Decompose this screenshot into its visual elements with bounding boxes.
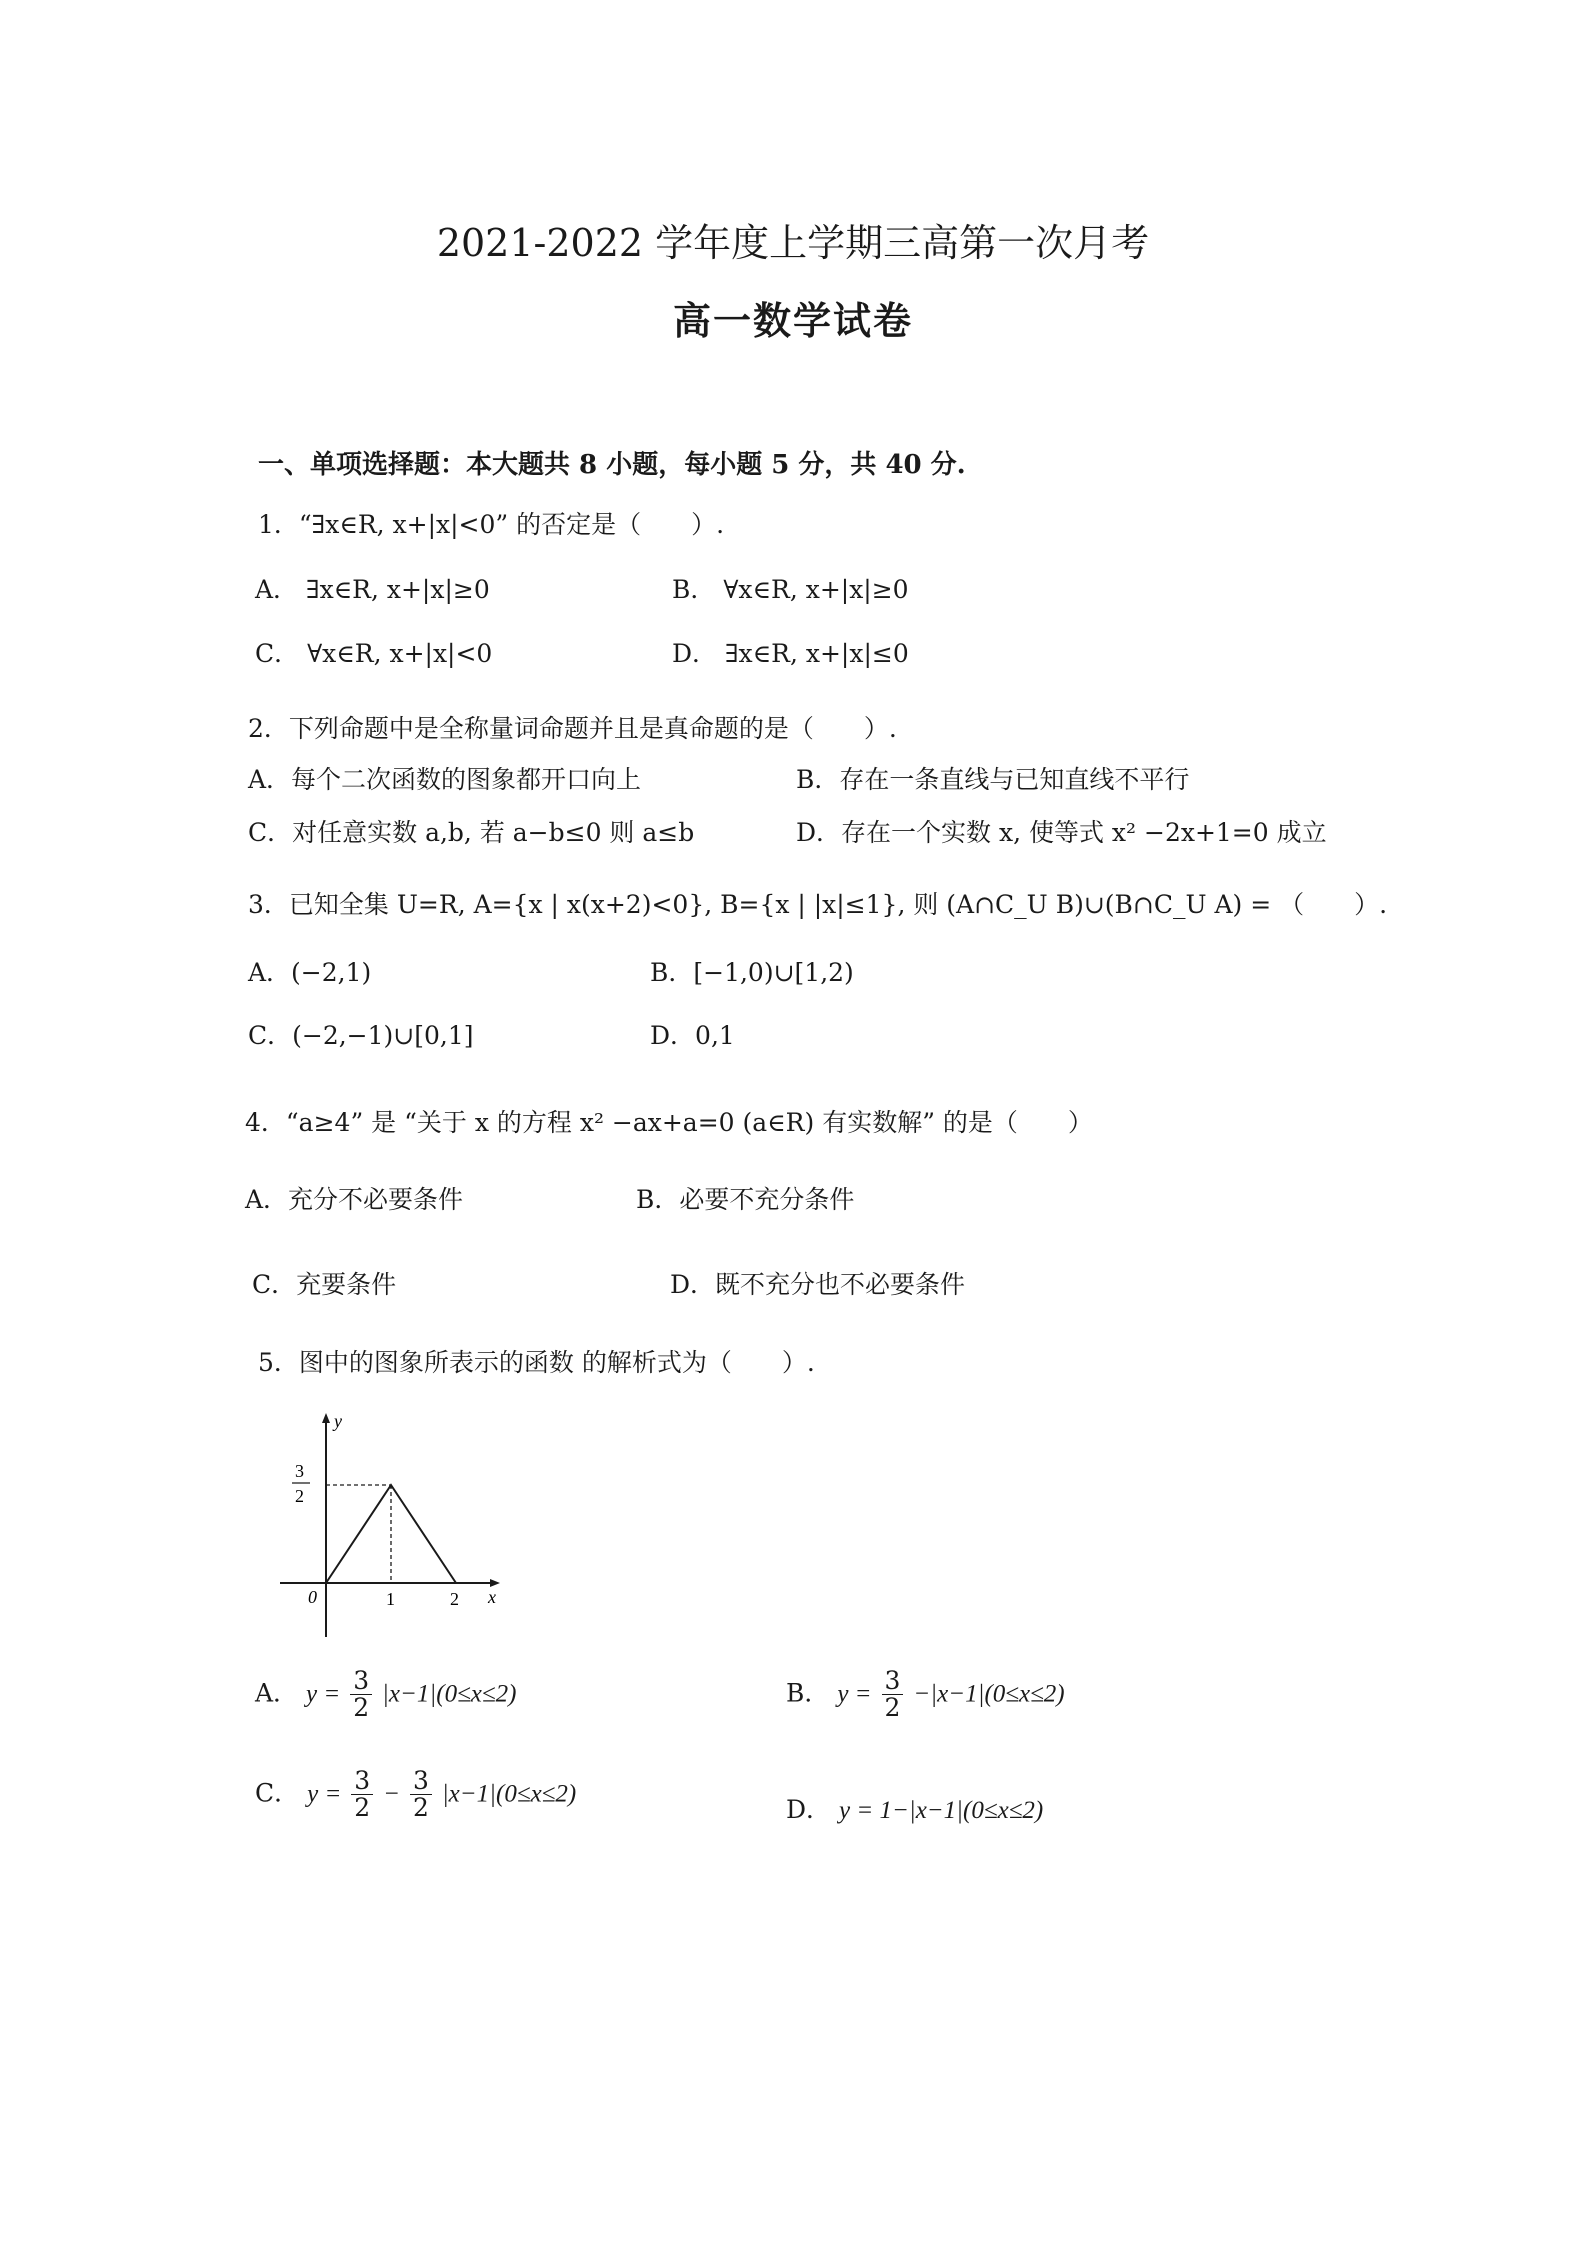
y-tick-numerator: 3 <box>295 1461 304 1481</box>
option-c-minus: − <box>383 1780 400 1808</box>
question-3-option-b: B．[−1,0)∪[1,2) <box>650 958 854 987</box>
option-b-fraction <box>882 1668 904 1722</box>
question-5-option-c <box>255 1768 576 1822</box>
question-5-option-d <box>786 1790 1043 1826</box>
function-graph <box>270 1405 520 1645</box>
option-a-lhs: y = <box>306 1680 341 1708</box>
exam-subtitle: 高一数学试卷 <box>672 298 913 343</box>
option-a-prefix: A． <box>255 1678 299 1708</box>
option-d-formula: y = 1−|x−1|(0≤x≤2) <box>839 1797 1044 1824</box>
option-b-rhs: −|x−1|(0≤x≤2) <box>913 1680 1065 1708</box>
question-3-stem: 3．已知全集 U=R, A={x | x(x+2)<0}, B={x | |x|≤1}, 则 (A∩C_U B)∪(B∩C_U A) = （ ）. <box>248 890 1388 919</box>
fraction-denominator: 2 <box>412 1793 429 1823</box>
fraction-numerator: 3 <box>351 1768 373 1795</box>
x-axis-arrow <box>490 1579 500 1587</box>
section-heading: 一、单项选择题：本大题共 8 小题，每小题 5 分，共 40 分. <box>258 450 966 480</box>
question-1-option-c: C． ∀x∈R, x+|x|<0 <box>255 639 493 668</box>
question-5-option-a <box>255 1668 516 1722</box>
question-4-option-d: D．既不充分也不必要条件 <box>670 1270 966 1299</box>
option-c-rhs: |x−1|(0≤x≤2) <box>441 1780 577 1808</box>
question-5-stem: 5．图中的图象所表示的函数 的解析式为（ ）. <box>258 1348 815 1377</box>
question-1-option-d: D． ∃x∈R, x+|x|≤0 <box>672 639 909 668</box>
option-c-fraction-2 <box>410 1768 432 1822</box>
fraction-numerator: 3 <box>350 1668 372 1695</box>
question-3-option-d: D．0,1 <box>650 1021 735 1050</box>
question-4-option-b: B．必要不充分条件 <box>636 1185 855 1214</box>
x-tick-2: 2 <box>450 1589 459 1609</box>
question-4-stem: 4．“a≥4” 是 “关于 x 的方程 x² −ax+a=0 (a∈R) 有实数解” 的是（ ） <box>245 1108 1093 1137</box>
question-4-option-c: C．充要条件 <box>252 1270 397 1299</box>
fraction-numerator: 3 <box>882 1668 904 1695</box>
y-axis-arrow <box>322 1413 330 1423</box>
question-1-stem: 1．“∃x∈R, x+|x|<0” 的否定是（ ）. <box>258 510 725 539</box>
question-5-option-b <box>786 1668 1065 1722</box>
question-2-option-c: C．对任意实数 a,b, 若 a−b≤0 则 a≤b <box>248 818 695 847</box>
question-2-stem: 2．下列命题中是全称量词命题并且是真命题的是（ ）. <box>248 714 897 743</box>
fraction-numerator: 3 <box>410 1768 432 1795</box>
y-tick-denominator: 2 <box>295 1486 304 1506</box>
option-c-lhs: y = <box>307 1780 342 1808</box>
option-b-prefix: B． <box>786 1678 830 1708</box>
exam-title: 2021-2022 学年度上学期三高第一次月考 <box>436 221 1150 265</box>
question-2-option-b: B．存在一条直线与已知直线不平行 <box>796 765 1190 794</box>
option-d-prefix: D． <box>786 1795 832 1824</box>
x-axis-label: x <box>488 1587 496 1607</box>
fraction-denominator: 2 <box>354 1793 371 1823</box>
option-b-lhs: y = <box>837 1680 872 1708</box>
fraction-denominator: 2 <box>353 1693 370 1723</box>
option-a-rhs: |x−1|(0≤x≤2) <box>382 1680 517 1708</box>
question-3-option-c: C．(−2,−1)∪[0,1] <box>248 1021 474 1050</box>
question-3-option-a: A．(−2,1) <box>248 958 372 987</box>
origin-label: 0 <box>308 1587 317 1607</box>
y-axis-label: y <box>334 1411 342 1431</box>
option-c-fraction-1 <box>351 1768 373 1822</box>
x-tick-1: 1 <box>386 1589 395 1609</box>
option-a-fraction <box>350 1668 372 1722</box>
question-2-option-d: D．存在一个实数 x, 使等式 x² −2x+1=0 成立 <box>796 818 1327 847</box>
question-1-option-a: A． ∃x∈R, x+|x|≥0 <box>255 575 490 604</box>
option-c-prefix: C． <box>255 1778 300 1808</box>
fraction-denominator: 2 <box>884 1693 901 1723</box>
question-1-option-b: B． ∀x∈R, x+|x|≥0 <box>672 575 909 604</box>
question-4-option-a: A．充分不必要条件 <box>245 1185 464 1214</box>
question-2-option-a: A．每个二次函数的图象都开口向上 <box>248 765 642 794</box>
